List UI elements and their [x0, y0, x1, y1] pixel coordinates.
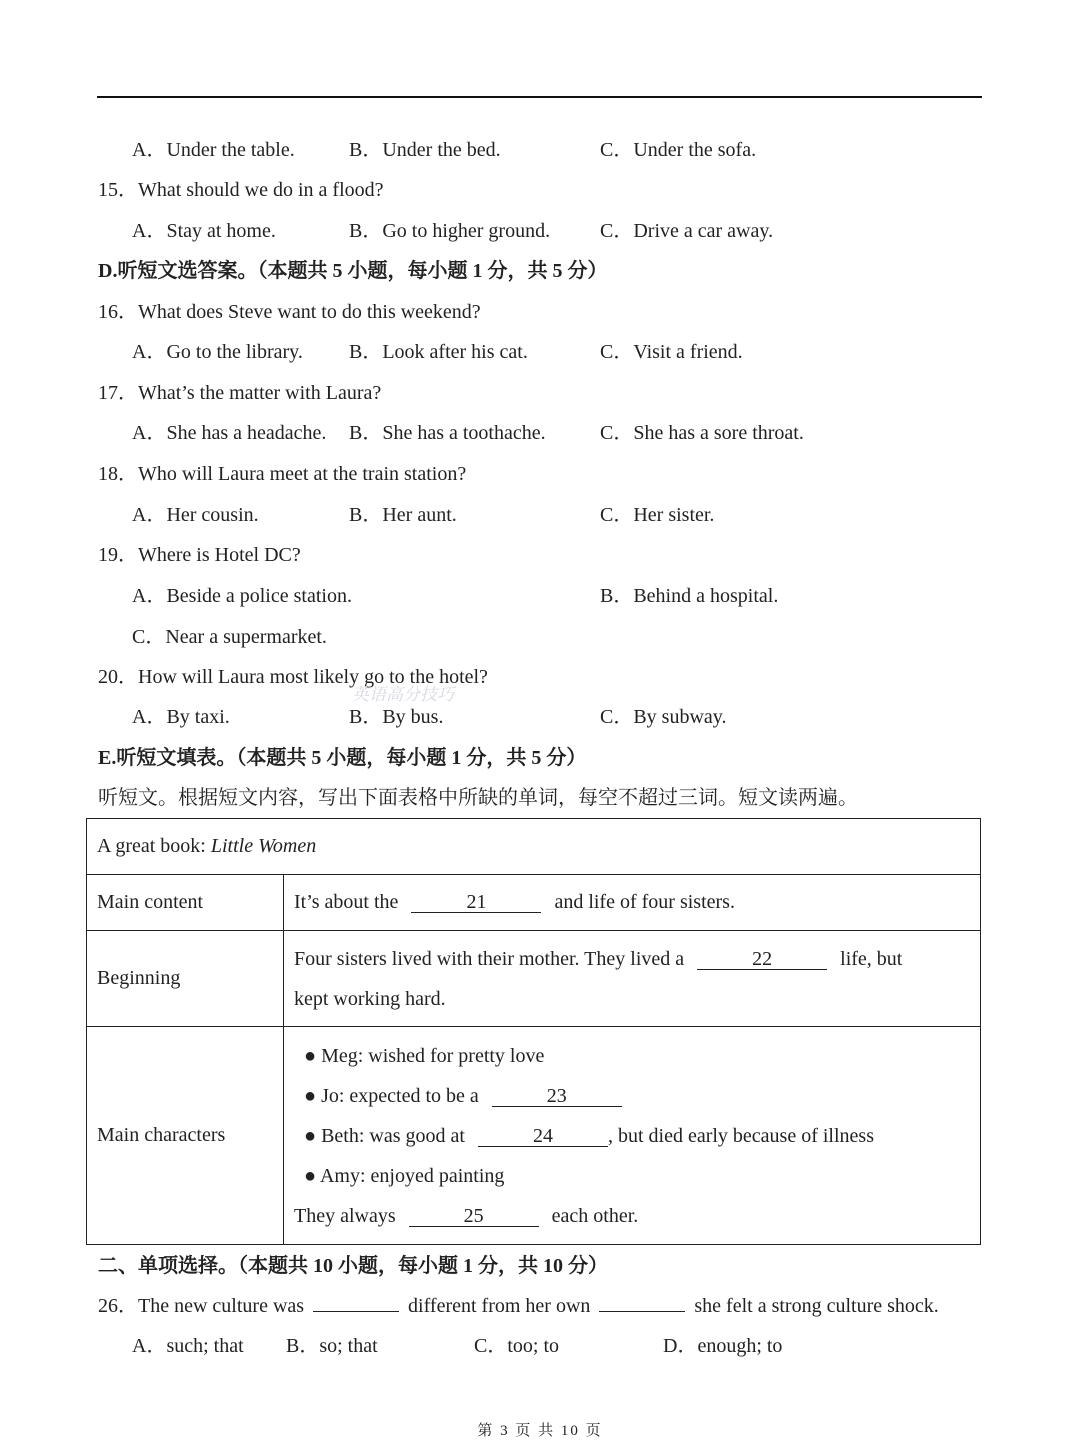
row-main-characters	[284, 1027, 981, 1245]
q15-option-a[interactable]: A．Stay at home.	[132, 220, 276, 242]
q18-option-a[interactable]: A．Her cousin.	[132, 504, 259, 526]
q20-option-c[interactable]: C．By subway.	[600, 706, 727, 728]
header-rule	[97, 96, 982, 98]
bullet-jo	[294, 1076, 970, 1116]
q17-option-b[interactable]: B．She has a toothache.	[349, 422, 546, 444]
page-footer: 第 3 页 共 10 页	[477, 1423, 603, 1439]
q26-option-c[interactable]: C．too; to	[474, 1335, 560, 1357]
q14-option-b[interactable]: B．Under the bed.	[349, 139, 501, 161]
q16-option-b[interactable]: B．Look after his cat.	[349, 341, 528, 363]
row-main-content	[284, 875, 981, 931]
beth-text: ● Beth: was good at	[304, 1124, 465, 1147]
bullet-beth	[294, 1116, 970, 1156]
blank-23[interactable]: 23	[492, 1086, 622, 1107]
watermark: 英语高分技巧	[352, 685, 454, 704]
q26-pre: 26．The new culture was	[98, 1295, 305, 1317]
row1-post: and life of four sisters.	[554, 891, 735, 913]
row2-line2: kept working hard.	[294, 987, 446, 1010]
section-e-heading: E.听短文填表。（本题共 5 小题，每小题 1 分，共 5 分）	[98, 747, 587, 769]
row-label-beginning: Beginning	[87, 931, 284, 1027]
section-d-heading: D.听短文选答案。（本题共 5 小题，每小题 1 分，共 5 分）	[98, 260, 608, 282]
q19-option-a[interactable]: A．Beside a police station.	[132, 585, 352, 607]
row3-last-line	[294, 1196, 970, 1236]
q26-option-b[interactable]: B．so; that	[286, 1335, 378, 1357]
q26-mid: different from her own	[408, 1295, 591, 1317]
q19-option-c[interactable]: C．Near a supermarket.	[132, 626, 327, 648]
row2-post: life, but	[840, 947, 903, 970]
table-title-prefix: A great book:	[97, 835, 211, 857]
q16-question: 16．What does Steve want to do this weekend?	[98, 301, 481, 323]
q15-option-b[interactable]: B．Go to higher ground.	[349, 220, 551, 242]
q14-option-a[interactable]: A．Under the table.	[132, 139, 295, 161]
row2-pre: Four sisters lived with their mother. They lived a	[294, 947, 685, 970]
row-label-main-characters: Main characters	[87, 1027, 284, 1245]
section-e-instruction: 听短文。根据短文内容，写出下面表格中所缺的单词，每空不超过三词。短文读两遍。	[98, 787, 858, 809]
q20-option-b[interactable]: B．By bus.	[349, 706, 444, 728]
q26-blank-1[interactable]	[313, 1311, 399, 1312]
q17-question: 17．What’s the matter with Laura?	[98, 382, 382, 404]
blank-22[interactable]: 22	[697, 949, 827, 970]
q20-option-a[interactable]: A．By taxi.	[132, 706, 230, 728]
q18-option-c[interactable]: C．Her sister.	[600, 504, 715, 526]
last-pre: They always	[294, 1204, 396, 1227]
q18-option-b[interactable]: B．Her aunt.	[349, 504, 457, 526]
q20-question: 20．How will Laura most likely go to the hotel?	[98, 666, 488, 688]
q26-post: she felt a strong culture shock.	[694, 1295, 939, 1317]
row-beginning	[284, 931, 981, 1027]
bullet-meg: ● Meg: wished for pretty love	[304, 1044, 545, 1067]
jo-text: ● Jo: expected to be a	[304, 1084, 479, 1107]
q26-blank-2[interactable]	[599, 1311, 685, 1312]
q17-option-c[interactable]: C．She has a sore throat.	[600, 422, 804, 444]
q26-option-d[interactable]: D．enough; to	[663, 1335, 783, 1357]
q26-option-a[interactable]: A．such; that	[132, 1335, 244, 1357]
q14-option-c[interactable]: C．Under the sofa.	[600, 139, 757, 161]
q16-option-c[interactable]: C．Visit a friend.	[600, 341, 743, 363]
blank-25[interactable]: 25	[409, 1206, 539, 1227]
table-title	[87, 819, 981, 875]
q18-question: 18．Who will Laura meet at the train station?	[98, 463, 467, 485]
blank-21[interactable]: 21	[411, 892, 541, 913]
last-post: each other.	[551, 1204, 639, 1227]
q26-question	[98, 1294, 939, 1318]
q15-question: 15．What should we do in a flood?	[98, 179, 384, 201]
fill-in-table	[86, 818, 981, 1245]
blank-24[interactable]: 24	[478, 1126, 608, 1147]
row1-pre: It’s about the	[294, 891, 399, 913]
bullet-amy: ● Amy: enjoyed painting	[304, 1164, 505, 1187]
table-title-book: Little Women	[210, 835, 317, 857]
q17-option-a[interactable]: A．She has a headache.	[132, 422, 327, 444]
q19-option-b[interactable]: B．Behind a hospital.	[600, 585, 779, 607]
beth-text-post: , but died early because of illness	[607, 1124, 874, 1147]
row-label-main-content: Main content	[87, 875, 284, 931]
q16-option-a[interactable]: A．Go to the library.	[132, 341, 303, 363]
q15-option-c[interactable]: C．Drive a car away.	[600, 220, 774, 242]
q19-question: 19．Where is Hotel DC?	[98, 544, 301, 566]
section-2-heading: 二、单项选择。（本题共 10 小题，每小题 1 分，共 10 分）	[98, 1255, 608, 1277]
